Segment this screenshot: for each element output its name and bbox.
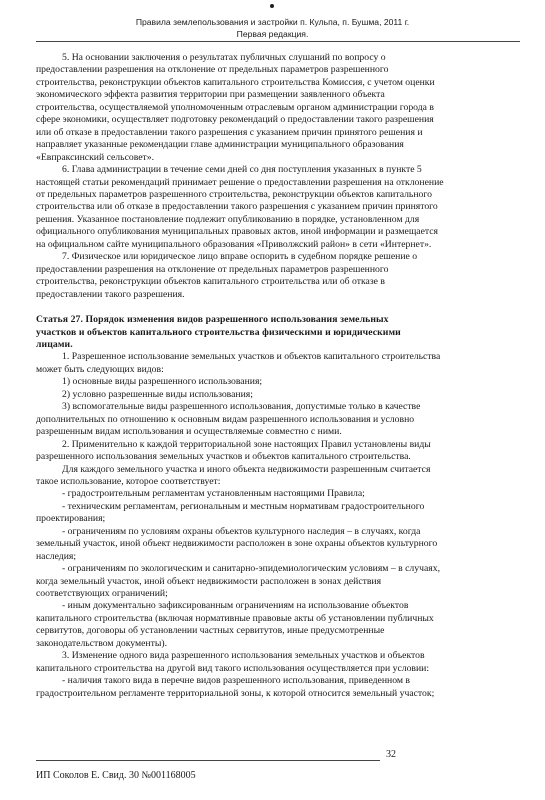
list-item: - наличия такого вида в перечне видов разрешенного использования, приведенном в градостроительном регламенте территориальной зоны, к которой относится земельный участок; [36,675,435,699]
page-number: 32 [386,749,396,760]
paragraph: 6. Глава администрации в течение семи дней со дня поступления указанных в пункте 5 настоящей статьи рекомендаций принимает решение о предоставлении разрешения на отклонение от предельных параметров разрешенного строительства, реконструкции объектов капитального строительства или об отказе в предоставлении такого разрешения с указанием причин принятого решения. Указанное постановление подлежит опубликованию в порядке, установленном для официального опубликования муниципальных правовых актов, иной информации и размещается на официальном сайте муниципального образования «Приволжский район» в сети «Интернет». [36,164,444,250]
header-divider [36,41,520,42]
paragraph: 5. На основании заключения о результатах публичных слушаний по вопросу о предоставлении разрешения на отклонение от предельных параметров разрешенного строительства, реконструкции объектов капитального строительства Комиссия, с учетом оценки экономического эффекта развития территории при размещении заявленного объекта строительства, осуществляемой уполномоченным отраслевым органом администрации города в сфере экономики, осуществляет подготовку рекомендаций о предоставлении такого разрешения или об отказе в предоставлении такого разрешения с указанием причин принятого решения и направляет указанные рекомендации главе администрации муниципального образования «Евпраксинский сельсовет». [36,52,435,163]
list-item: 3) вспомогательные виды разрешенного использования, допустимые только в качестве дополнительных по отношению к основным видам разрешенного использования и условно разрешенным видам использования и осуществляемые совместно с ними. [36,401,421,438]
page-header [0,16,545,40]
list-item: 2) условно разрешенные виды использования; [62,388,253,400]
footer-divider [36,760,380,761]
scan-dot [270,4,274,8]
paragraph: 3. Изменение одного вида разрешенного использования земельных участков и объектов капитального строительства на другой вид такого использования осуществляется при условии: [36,650,430,674]
paragraph: 7. Физическое или юридическое лицо вправе оспорить в судебном порядке решение о предоставлении разрешения на отклонение от предельных параметров разрешенного строительства, реконструкции объектов капитального строительства или об отказе в предоставлении такого разрешения. [36,251,418,300]
list-item: - иным документально зафиксированным ограничениям на использование объектов капитального строительства (включая нормативные правовые акты об установлении публичных сервитутов, договоры об установлении частных сервитутов, иные предусмотренные законодательством документы). [36,600,434,649]
list-item: - техническим регламентам, региональным и местным нормативам градостроительного проектирования; [36,500,425,525]
list-item: 1) основные виды разрешенного использования; [62,376,263,388]
list-item: - ограничениям по условиям охраны объектов культурного наследия – в случаях, когда земельный участок, иной объект недвижимости расположен в зоне охраны объектов культурного наследия; [36,525,438,562]
list-item: - градостроительным регламентам установленным настоящими Правила; [62,488,365,500]
footer-text: ИП Соколов Е. Свид. 30 №001168005 [36,770,196,781]
header-edition: Первая редакция. [236,29,309,39]
list-item: - ограничениям по экологическим и санитарно-эпидемиологическим условиям – в случаях, когда земельный участок, иной объект недвижимости расположен в зонах действия соответствующих ограничений; [36,563,440,600]
paragraph: 2. Применительно к каждой территориальной зоне настоящих Правил установлены виды разрешенного использования земельных участков и объектов капитального строительства. [36,438,431,463]
header-title: Правила землепользования и застройки п. Кульпа, п. Бушма, 2011 г. [135,17,410,27]
article-title: Статья 27. Порядок изменения видов разрешенного использования земельных участков и объектов капитального строительства физическими и юридическими лицами. [36,314,401,350]
paragraph: Для каждого земельного участка и иного объекта недвижимости разрешенным считается такое использование, которое соответствует: [36,463,431,487]
document-body [36,52,520,700]
paragraph: 1. Разрешенное использование земельных участков и объектов капитального строительства может быть следующих видов: [36,351,441,375]
